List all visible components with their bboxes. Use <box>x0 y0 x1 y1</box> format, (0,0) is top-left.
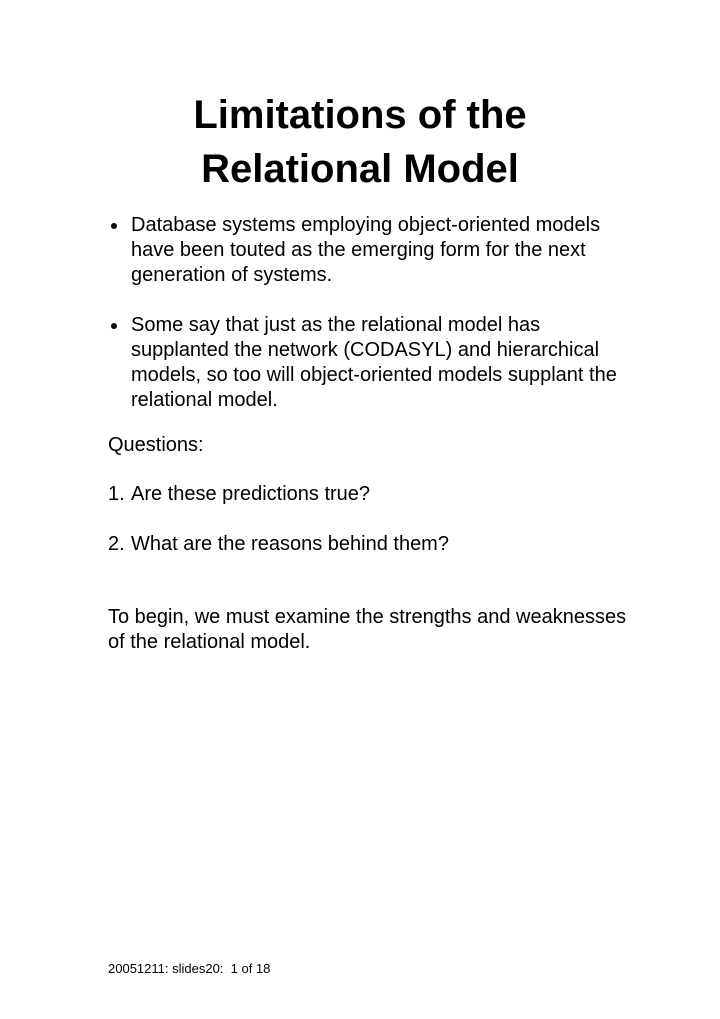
bullet-dot-icon <box>111 323 117 329</box>
bullet-text: Database systems employing object-oriented models have been touted as the emerging form for the next generation of systems. <box>131 214 601 286</box>
question-number: 1. <box>108 483 125 505</box>
title-line-1: Limitations of the <box>193 93 527 137</box>
page-footer: 20051211: slides20: 1 of 18 <box>108 961 271 976</box>
question-number: 2. <box>108 533 125 555</box>
question-text: Are these predictions true? <box>131 483 371 505</box>
bullet-item <box>108 213 628 288</box>
bullet-dot-icon <box>111 223 117 229</box>
bullet-list <box>108 213 628 413</box>
bullet-text: Some say that just as the relational model has supplanted the network (CODASYL) and hierarchical models, so too will object-oriented models supplant the relational model. <box>131 314 617 411</box>
question-item <box>108 532 628 557</box>
question-text: What are the reasons behind them? <box>131 533 449 555</box>
title-line-2: Relational Model <box>201 147 519 191</box>
closing-paragraph: To begin, we must examine the strengths and weaknesses of the relational model. <box>108 606 627 653</box>
question-item <box>108 482 628 507</box>
questions-label: Questions: <box>108 434 204 456</box>
page-title <box>0 88 720 196</box>
bullet-item <box>108 313 628 413</box>
